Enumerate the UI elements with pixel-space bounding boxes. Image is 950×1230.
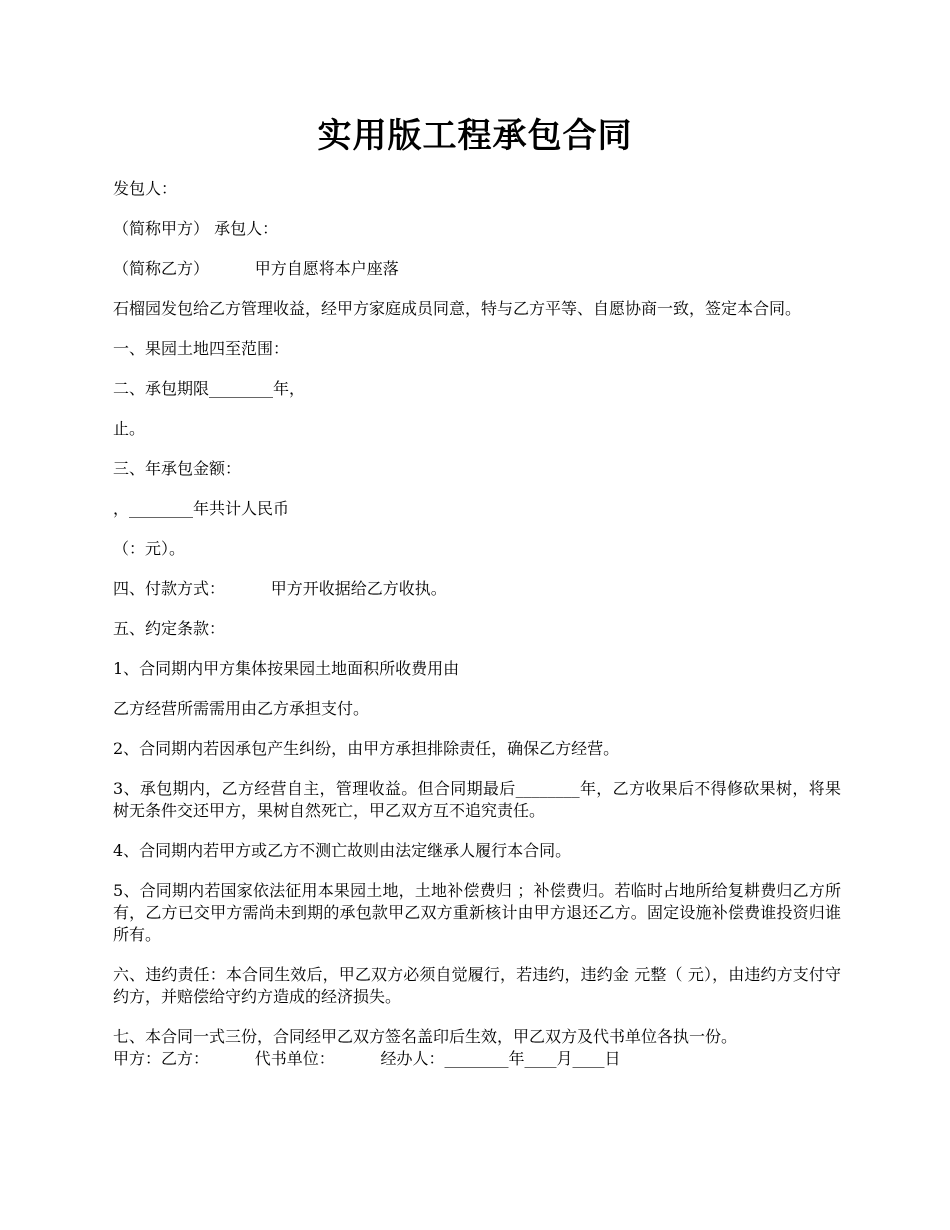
paragraph-intro: 石榴园发包给乙方管理收益，经甲方家庭成员同意，特与乙方平等、自愿协商一致，签定本合同。 bbox=[113, 299, 802, 318]
paragraph-clause-1b: 乙方经营所需需用由乙方承担支付。 bbox=[113, 699, 370, 718]
paragraph-section-3: 三、年承包金额： bbox=[113, 459, 242, 478]
paragraph-contractor: （简称甲方） 承包人： bbox=[113, 219, 279, 238]
paragraph-total-amount: ，________年共计人民币 bbox=[113, 499, 290, 518]
paragraph-clause-5: 5、合同期内若国家依法征用本果园土地，土地补偿费归 ；补偿费归。若临时占地所给复耕费归乙方所有，乙方已交甲方需尚未到期的承包款甲乙双方重新核计由甲方退还乙方。固定设施补偿费谁投资归谁所有。 bbox=[113, 881, 841, 944]
paragraph-section-5: 五、约定条款： bbox=[113, 619, 226, 638]
paragraph-clause-2: 2、合同期内若因承包产生纠纷，由甲方承担排除责任，确保乙方经营。 bbox=[113, 739, 620, 758]
paragraph-party-a: 发包人： bbox=[113, 179, 178, 198]
paragraph-section-7: 七、本合同一式三份，合同经甲乙双方签名盖印后生效，甲乙双方及代书单位各执一份。 bbox=[113, 1027, 738, 1046]
paragraph-section-1: 一、果园土地四至范围： bbox=[113, 339, 290, 358]
paragraph-clause-3: 3、承包期内，乙方经营自主，管理收益。但合同期最后________年，乙方收果后不得修砍果树，将果树无条件交还甲方，果树自然死亡，甲乙双方互不追究责任。 bbox=[113, 779, 841, 820]
paragraph-amount-unit: （：元）。 bbox=[113, 539, 186, 558]
paragraph-section-2: 二、承包期限________年， bbox=[113, 379, 306, 398]
paragraph-section-4: 四、付款方式： 甲方开收据给乙方收执。 bbox=[113, 579, 447, 598]
document-title: 实用版工程承包合同 bbox=[317, 116, 633, 156]
document-body bbox=[113, 178, 841, 1070]
paragraph-clause-1a: 1、合同期内甲方集体按果园土地面积所收费用由 bbox=[113, 659, 460, 678]
paragraph-section-6: 六、违约责任：本合同生效后，甲乙双方必须自觉履行，若违约，违约金 元整（ 元），由违约方支付守约方，并赔偿给守约方造成的经济损失。 bbox=[113, 965, 841, 1006]
paragraph-location: （简称乙方） 甲方自愿将本户座落 bbox=[113, 259, 399, 278]
paragraph-term-end: 止。 bbox=[113, 419, 146, 438]
paragraph-signatures: 甲方：乙方： 代书单位： 经办人：________年____月____日 bbox=[113, 1049, 621, 1068]
paragraph-clause-4: 4、合同期内若甲方或乙方不测亡故则由法定继承人履行本合同。 bbox=[113, 841, 572, 860]
